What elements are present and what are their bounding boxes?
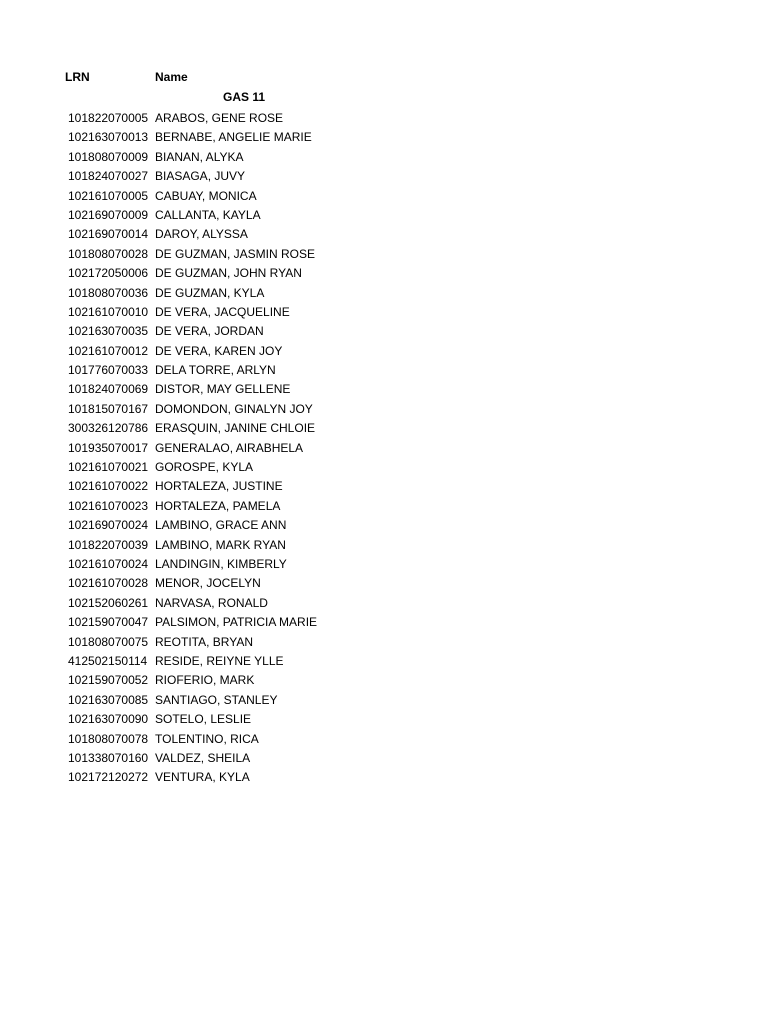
lrn-cell: 101808070075 [68, 634, 149, 649]
table-row [0, 517, 768, 536]
student-rows [0, 110, 768, 789]
lrn-cell: 101776070033 [68, 363, 149, 378]
name-cell: DE GUZMAN, KYLA [155, 285, 265, 300]
table-row [0, 168, 768, 187]
name-cell: DISTOR, MAY GELLENE [155, 382, 291, 397]
table-row [0, 226, 768, 245]
table-row [0, 769, 768, 788]
name-cell: RESIDE, REIYNE YLLE [155, 653, 284, 668]
lrn-cell: 101808070009 [68, 149, 149, 164]
table-row [0, 711, 768, 730]
name-cell: DE GUZMAN, JOHN RYAN [155, 266, 302, 281]
name-cell: GOROSPE, KYLA [155, 460, 254, 475]
lrn-cell: 101824070027 [68, 169, 149, 184]
lrn-cell: 102169070009 [68, 207, 149, 222]
name-cell: DE VERA, KAREN JOY [155, 343, 283, 358]
name-cell: DAROY, ALYSSA [155, 227, 248, 242]
lrn-cell: 102161070010 [68, 304, 149, 319]
name-cell: SOTELO, LESLIE [155, 712, 252, 727]
name-cell: DE VERA, JACQUELINE [155, 304, 290, 319]
name-cell: ERASQUIN, JANINE CHLOIE [155, 421, 316, 436]
lrn-cell: 101808070078 [68, 731, 149, 746]
table-row [0, 672, 768, 691]
table-row [0, 556, 768, 575]
name-cell: BIASAGA, JUVY [155, 169, 246, 184]
name-cell: BERNABE, ANGELIE MARIE [155, 130, 312, 145]
table-row [0, 343, 768, 362]
table-row [0, 634, 768, 653]
table-row [0, 575, 768, 594]
table-row [0, 537, 768, 556]
name-cell: HORTALEZA, JUSTINE [155, 479, 283, 494]
lrn-cell: 102169070024 [68, 518, 149, 533]
lrn-cell: 102161070028 [68, 576, 149, 591]
lrn-cell: 102159070052 [68, 673, 149, 688]
table-row [0, 498, 768, 517]
name-cell: RIOFERIO, MARK [155, 673, 255, 688]
table-row [0, 246, 768, 265]
name-cell: VALDEZ, SHEILA [155, 750, 251, 765]
lrn-cell: 102161070012 [68, 343, 149, 358]
name-cell: TOLENTINO, RICA [155, 731, 259, 746]
lrn-cell: 102159070047 [68, 615, 149, 630]
name-cell: SANTIAGO, STANLEY [155, 692, 278, 707]
name-cell: CALLANTA, KAYLA [155, 207, 261, 222]
lrn-cell: 102161070023 [68, 498, 149, 513]
table-row [0, 614, 768, 633]
name-cell: PALSIMON, PATRICIA MARIE [155, 615, 318, 630]
lrn-cell: 101822070005 [68, 111, 149, 125]
lrn-cell: 102163070090 [68, 712, 149, 727]
lrn-cell: 412502150114 [68, 653, 148, 668]
lrn-cell: 102172050006 [68, 266, 149, 281]
table-row [0, 381, 768, 400]
table-row [0, 129, 768, 148]
lrn-cell: 102152060261 [68, 595, 149, 610]
table-row [0, 692, 768, 711]
lrn-cell: 102161070005 [68, 188, 149, 203]
name-cell: DELA TORRE, ARLYN [155, 363, 276, 378]
name-column-header: Name [155, 70, 188, 84]
lrn-cell: 300326120786 [68, 421, 149, 436]
lrn-cell: 102161070021 [68, 460, 149, 475]
lrn-cell: 102163070085 [68, 692, 149, 707]
table-row [0, 653, 768, 672]
name-cell: MENOR, JOCELYN [155, 576, 261, 591]
lrn-column-header: LRN [65, 70, 90, 84]
lrn-cell: 101935070017 [68, 440, 149, 455]
name-cell: VENTURA, KYLA [155, 770, 250, 785]
name-cell: GENERALAO, AIRABHELA [155, 440, 304, 455]
table-row [0, 285, 768, 304]
name-cell: REOTITA, BRYAN [155, 634, 254, 649]
table-row [0, 401, 768, 420]
lrn-cell: 102161070024 [68, 556, 149, 571]
name-cell: ARABOS, GENE ROSE [155, 111, 284, 125]
lrn-cell: 102169070014 [68, 227, 149, 242]
table-row [0, 265, 768, 284]
table-row [0, 323, 768, 342]
name-cell: LAMBINO, MARK RYAN [155, 537, 286, 552]
name-cell: LAMBINO, GRACE ANN [155, 518, 287, 533]
lrn-cell: 102163070035 [68, 324, 149, 339]
table-row [0, 362, 768, 381]
lrn-cell: 101808070028 [68, 246, 149, 261]
lrn-cell: 102163070013 [68, 130, 149, 145]
name-cell: CABUAY, MONICA [155, 188, 257, 203]
table-row [0, 478, 768, 497]
table-row [0, 750, 768, 769]
table-row [0, 440, 768, 459]
name-cell: DOMONDON, GINALYN JOY [155, 401, 313, 416]
name-cell: DE VERA, JORDAN [155, 324, 264, 339]
lrn-cell: 101822070039 [68, 537, 149, 552]
section-title: GAS 11 [223, 90, 266, 104]
table-row [0, 149, 768, 168]
name-cell: BIANAN, ALYKA [155, 149, 244, 164]
lrn-cell: 101815070167 [68, 401, 149, 416]
table-row [0, 304, 768, 323]
table-row [0, 731, 768, 750]
lrn-cell: 101808070036 [68, 285, 149, 300]
name-cell: NARVASA, RONALD [155, 595, 268, 610]
table-row [0, 595, 768, 614]
table-row [0, 420, 768, 439]
name-cell: LANDINGIN, KIMBERLY [155, 556, 287, 571]
lrn-cell: 101338070160 [68, 750, 149, 765]
lrn-cell: 102172120272 [68, 770, 149, 785]
table-row [0, 110, 768, 129]
table-row [0, 207, 768, 226]
lrn-cell: 101824070069 [68, 382, 149, 397]
name-cell: DE GUZMAN, JASMIN ROSE [155, 246, 316, 261]
name-cell: HORTALEZA, PAMELA [155, 498, 281, 513]
table-row [0, 188, 768, 207]
lrn-cell: 102161070022 [68, 479, 149, 494]
table-row [0, 459, 768, 478]
column-header-row [0, 70, 768, 88]
